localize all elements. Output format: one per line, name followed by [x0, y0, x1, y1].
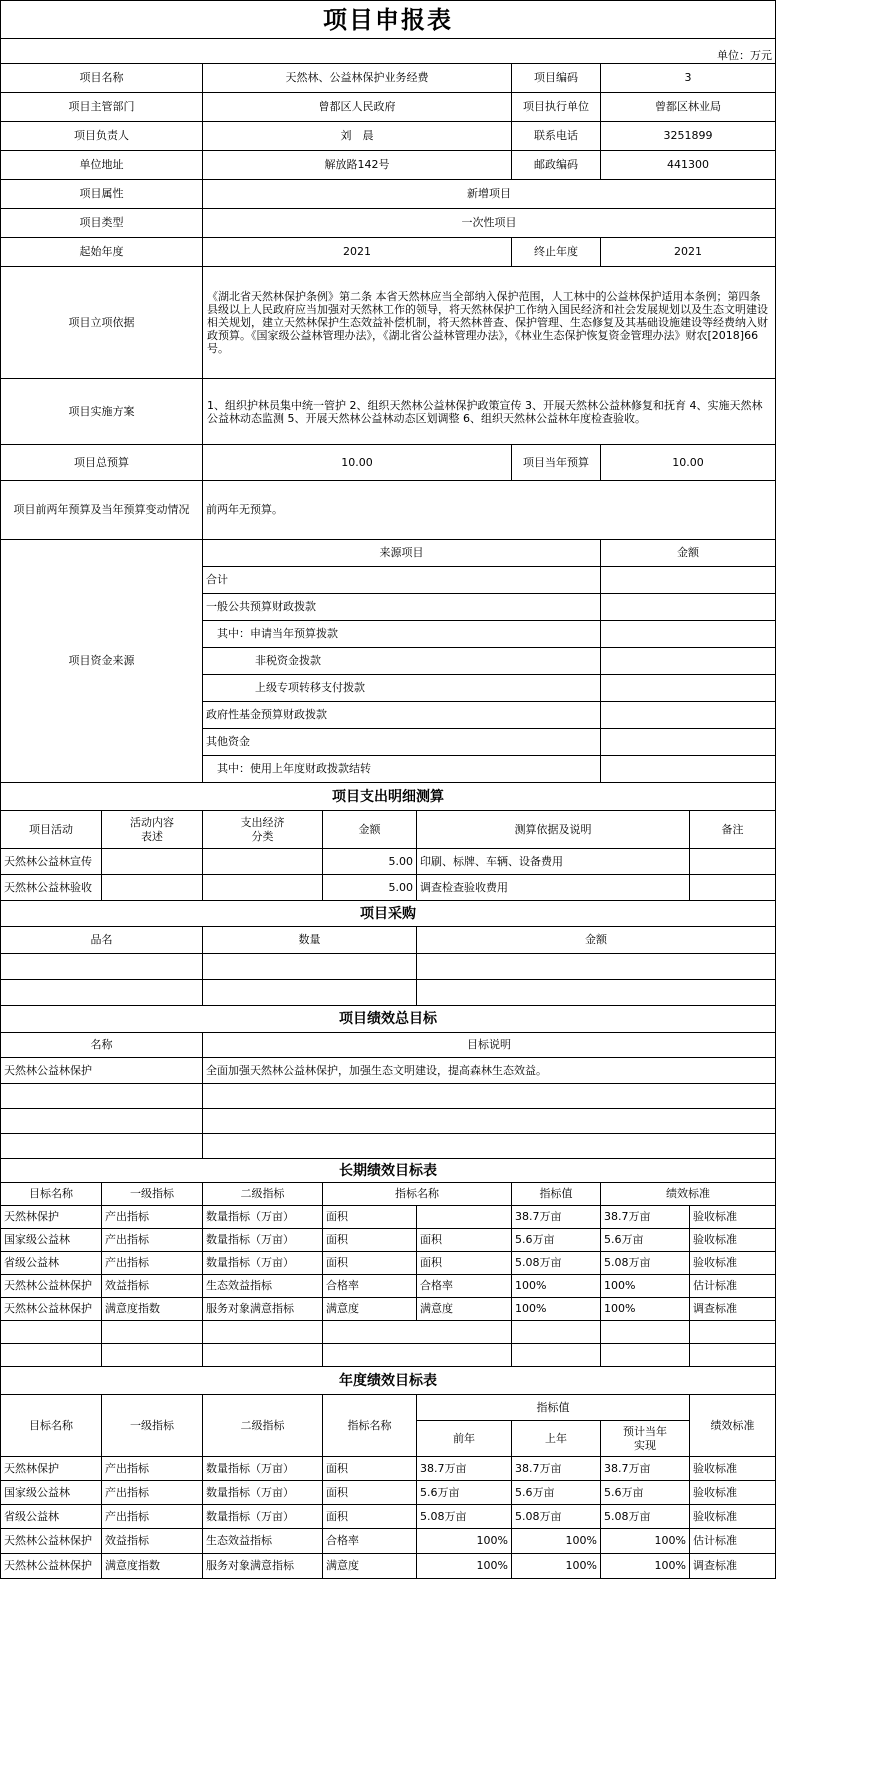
- funds-amount-cell: [601, 594, 776, 621]
- procure-header: 金额: [417, 927, 776, 954]
- annual-cell: 验收标准: [690, 1481, 776, 1505]
- perf-total-header: 名称: [1, 1033, 203, 1058]
- perf-total-name: 天然林公益林保护: [1, 1058, 203, 1084]
- annual-cell: 100%: [417, 1529, 512, 1554]
- annual-cell: 100%: [601, 1554, 690, 1579]
- long-term-cell: 面积: [323, 1206, 417, 1229]
- long-term-cell: 满意度: [417, 1298, 512, 1321]
- long-term-cell: 5.08万亩: [512, 1252, 601, 1275]
- annual-cell: 面积: [323, 1457, 417, 1481]
- long-term-cell: 面积: [323, 1252, 417, 1275]
- long-term-cell: [417, 1206, 512, 1229]
- table-row: [1, 1206, 776, 1229]
- long-term-cell: 面积: [417, 1229, 512, 1252]
- zip-label: 邮政编码: [512, 151, 601, 180]
- long-term-header: 一级指标: [102, 1183, 203, 1206]
- annual-cell: 100%: [512, 1529, 601, 1554]
- long-term-cell: [203, 1344, 323, 1367]
- funds-amount-cell: [601, 675, 776, 702]
- long-term-cell: 100%: [512, 1275, 601, 1298]
- funds-row: 合计: [203, 567, 601, 594]
- long-term-cell: 5.6万亩: [601, 1229, 690, 1252]
- funds-row: 非税资金拨款: [203, 648, 601, 675]
- address-label: 单位地址: [1, 151, 203, 180]
- annual-cell: 面积: [323, 1505, 417, 1529]
- perf-total-cell: [203, 1109, 776, 1134]
- annual-cell: 满意度: [323, 1554, 417, 1579]
- table-row: [1, 1229, 776, 1252]
- annual-cell: 产出指标: [102, 1481, 203, 1505]
- long-term-cell: 调查标准: [690, 1298, 776, 1321]
- long-term-cell: 面积: [323, 1229, 417, 1252]
- funds-amount-cell: [601, 729, 776, 756]
- annual-header: 目标名称: [1, 1395, 102, 1457]
- funds-row: 其中：使用上年度财政拨款结转: [203, 756, 601, 783]
- expense-header: 活动内容 表述: [102, 811, 203, 849]
- annual-cell: 100%: [512, 1554, 601, 1579]
- annual-cell: 效益指标: [102, 1529, 203, 1554]
- perf-total-cell: [1, 1134, 203, 1159]
- funds-label: 项目资金来源: [1, 540, 203, 783]
- leader-value: 刘 晨: [203, 122, 512, 151]
- long-term-cell: 服务对象满意指标: [203, 1298, 323, 1321]
- long-term-cell: 合格率: [323, 1275, 417, 1298]
- long-term-cell: [512, 1344, 601, 1367]
- table-row: [1, 1457, 776, 1481]
- long-term-cell: 满意度: [323, 1298, 417, 1321]
- annual-cell: 产出指标: [102, 1457, 203, 1481]
- budget-change-label: 项目前两年预算及当年预算变动情况: [1, 481, 203, 540]
- expense-basis: 印刷、标牌、车辆、设备费用: [417, 849, 690, 875]
- leader-label: 项目负责人: [1, 122, 203, 151]
- annual-subheader: 上年: [512, 1421, 601, 1457]
- funds-amount-cell: [601, 648, 776, 675]
- procure-cell: [1, 980, 203, 1006]
- table-row: [1, 1481, 776, 1505]
- long-term-cell: 数量指标（万亩）: [203, 1206, 323, 1229]
- funds-row: 政府性基金预算财政拨款: [203, 702, 601, 729]
- annual-header: 绩效标准: [690, 1395, 776, 1457]
- long-term-cell: 100%: [512, 1298, 601, 1321]
- annual-cell: 38.7万亩: [512, 1457, 601, 1481]
- end-year-value: 2021: [601, 238, 776, 267]
- annual-section-title: 年度绩效目标表: [1, 1367, 776, 1395]
- funds-amount-cell: [601, 567, 776, 594]
- long-term-cell: 38.7万亩: [601, 1206, 690, 1229]
- procure-cell: [203, 980, 417, 1006]
- perf-total-header: 目标说明: [203, 1033, 776, 1058]
- long-term-header: 指标名称: [323, 1183, 512, 1206]
- long-term-cell: 产出指标: [102, 1229, 203, 1252]
- project-name-label: 项目名称: [1, 64, 203, 93]
- page-title: 项目申报表: [1, 1, 776, 39]
- perf-total-cell: [1, 1109, 203, 1134]
- annual-cell: 5.08万亩: [417, 1505, 512, 1529]
- basis-label: 项目立项依据: [1, 267, 203, 379]
- funds-col-source: 来源项目: [203, 540, 601, 567]
- dept-value: 曾都区人民政府: [203, 93, 512, 122]
- perf-total-section-title: 项目绩效总目标: [1, 1006, 776, 1033]
- long-term-cell: 合格率: [417, 1275, 512, 1298]
- expense-header: 项目活动: [1, 811, 102, 849]
- phone-label: 联系电话: [512, 122, 601, 151]
- basis-value: 《湖北省天然林保护条例》第二条 本省天然林应当全部纳入保护范围，人工林中的公益林保护适用本条例；第四条 县级以上人民政府应当加强对天然林工作的领导，将天然林保护工作纳入国民经济和社会发展规划以及生态文明建设相关规划，建立天然林保护生态效益补偿机制，将天然林普查、保护管理、生态修复及其基础设施建设等经费纳入财政预算。《国家级公益林管理办法》，《湖北省公益林管理办法》，《林业生态保护恢复资金管理办法》财农[2018]66号。: [203, 267, 776, 379]
- expense-activity: 天然林公益林验收: [1, 875, 102, 901]
- annual-cell: 38.7万亩: [417, 1457, 512, 1481]
- expense-basis: 调查检查验收费用: [417, 875, 690, 901]
- procure-cell: [1, 954, 203, 980]
- long-term-cell: [690, 1344, 776, 1367]
- long-term-header: 指标值: [512, 1183, 601, 1206]
- project-name-value: 天然林、公益林保护业务经费: [203, 64, 512, 93]
- expense-activity: 天然林公益林宣传: [1, 849, 102, 875]
- annual-cell: 数量指标（万亩）: [203, 1505, 323, 1529]
- long-term-cell: 5.08万亩: [601, 1252, 690, 1275]
- annual-header: 二级指标: [203, 1395, 323, 1457]
- expense-cell: [102, 849, 203, 875]
- long-term-header: 绩效标准: [601, 1183, 776, 1206]
- annual-subheader: 预计当年 实现: [601, 1421, 690, 1457]
- annual-cell: 调查标准: [690, 1554, 776, 1579]
- annual-cell: 5.08万亩: [512, 1505, 601, 1529]
- long-term-cell: 38.7万亩: [512, 1206, 601, 1229]
- annual-cell: 5.08万亩: [601, 1505, 690, 1529]
- expense-cell: [690, 875, 776, 901]
- long-term-cell: [601, 1321, 690, 1344]
- phone-value: 3251899: [601, 122, 776, 151]
- project-code-label: 项目编码: [512, 64, 601, 93]
- annual-header: 指标值: [417, 1395, 690, 1421]
- type-label: 项目类型: [1, 209, 203, 238]
- long-term-cell: [323, 1321, 512, 1344]
- long-term-cell: [102, 1344, 203, 1367]
- plan-label: 项目实施方案: [1, 379, 203, 445]
- funds-row: 其他资金: [203, 729, 601, 756]
- attr-label: 项目属性: [1, 180, 203, 209]
- expense-header: 金额: [323, 811, 417, 849]
- annual-cell: 生态效益指标: [203, 1529, 323, 1554]
- long-term-cell: 产出指标: [102, 1206, 203, 1229]
- year-budget-label: 项目当年预算: [512, 445, 601, 481]
- exec-unit-label: 项目执行单位: [512, 93, 601, 122]
- annual-cell: 38.7万亩: [601, 1457, 690, 1481]
- annual-cell: 国家级公益林: [1, 1481, 102, 1505]
- annual-cell: 省级公益林: [1, 1505, 102, 1529]
- annual-cell: 天然林公益林保护: [1, 1529, 102, 1554]
- annual-cell: 合格率: [323, 1529, 417, 1554]
- expense-header: 测算依据及说明: [417, 811, 690, 849]
- annual-cell: 100%: [417, 1554, 512, 1579]
- expense-header: 支出经济 分类: [203, 811, 323, 849]
- annual-header: 指标名称: [323, 1395, 417, 1457]
- annual-subheader: 前年: [417, 1421, 512, 1457]
- expense-cell: [203, 875, 323, 901]
- table-row: [1, 1505, 776, 1529]
- long-term-cell: 100%: [601, 1275, 690, 1298]
- expense-cell: [203, 849, 323, 875]
- long-term-cell: 面积: [417, 1252, 512, 1275]
- procure-cell: [417, 954, 776, 980]
- annual-cell: 天然林公益林保护: [1, 1554, 102, 1579]
- long-term-cell: 满意度指数: [102, 1298, 203, 1321]
- annual-cell: 5.6万亩: [601, 1481, 690, 1505]
- annual-header: 一级指标: [102, 1395, 203, 1457]
- dept-label: 项目主管部门: [1, 93, 203, 122]
- long-term-section-title: 长期绩效目标表: [1, 1159, 776, 1183]
- annual-cell: 满意度指数: [102, 1554, 203, 1579]
- plan-value: 1、组织护林员集中统一管护 2、组织天然林公益林保护政策宣传 3、开展天然林公益林修复和抚育 4、实施天然林公益林动态监测 5、开展天然林公益林动态区划调整 6、组织天然林公益林年度检查验收。: [203, 379, 776, 445]
- type-value: 一次性项目: [203, 209, 776, 238]
- perf-total-cell: [203, 1084, 776, 1109]
- unit-label: 单位：万元: [1, 39, 776, 64]
- expense-amount: 5.00: [323, 875, 417, 901]
- funds-row: 上级专项转移支付拨款: [203, 675, 601, 702]
- long-term-cell: 100%: [601, 1298, 690, 1321]
- funds-row: 其中：申请当年预算拨款: [203, 621, 601, 648]
- long-term-cell: [102, 1321, 203, 1344]
- long-term-cell: 验收标准: [690, 1206, 776, 1229]
- table-row: [1, 1298, 776, 1321]
- long-term-cell: 验收标准: [690, 1252, 776, 1275]
- long-term-cell: 产出指标: [102, 1252, 203, 1275]
- long-term-cell: [203, 1321, 323, 1344]
- long-term-cell: [323, 1344, 512, 1367]
- long-term-cell: 数量指标（万亩）: [203, 1229, 323, 1252]
- table-row: [1, 1529, 776, 1554]
- annual-cell: 服务对象满意指标: [203, 1554, 323, 1579]
- attr-value: 新增项目: [203, 180, 776, 209]
- address-value: 解放路142号: [203, 151, 512, 180]
- project-code-value: 3: [601, 64, 776, 93]
- funds-row: 一般公共预算财政拨款: [203, 594, 601, 621]
- perf-total-cell: [1, 1084, 203, 1109]
- expense-section-title: 项目支出明细测算: [1, 783, 776, 811]
- expense-cell: [690, 849, 776, 875]
- table-row: [1, 849, 776, 875]
- funds-amount-cell: [601, 702, 776, 729]
- long-term-cell: 数量指标（万亩）: [203, 1252, 323, 1275]
- expense-cell: [102, 875, 203, 901]
- expense-header: 备注: [690, 811, 776, 849]
- table-row: [1, 1554, 776, 1579]
- table-row: [1, 875, 776, 901]
- long-term-header: 目标名称: [1, 1183, 102, 1206]
- funds-amount-cell: [601, 756, 776, 783]
- long-term-header: 二级指标: [203, 1183, 323, 1206]
- procure-header: 品名: [1, 927, 203, 954]
- long-term-cell: [512, 1321, 601, 1344]
- long-term-cell: 生态效益指标: [203, 1275, 323, 1298]
- perf-total-desc: 全面加强天然林公益林保护，加强生态文明建设，提高森林生态效益。: [203, 1058, 776, 1084]
- perf-total-cell: [203, 1134, 776, 1159]
- annual-cell: 估计标准: [690, 1529, 776, 1554]
- long-term-cell: 天然林公益林保护: [1, 1298, 102, 1321]
- annual-cell: 5.6万亩: [417, 1481, 512, 1505]
- long-term-cell: 天然林保护: [1, 1206, 102, 1229]
- start-year-value: 2021: [203, 238, 512, 267]
- funds-col-amount: 金额: [601, 540, 776, 567]
- long-term-cell: 效益指标: [102, 1275, 203, 1298]
- annual-cell: 面积: [323, 1481, 417, 1505]
- procure-header: 数量: [203, 927, 417, 954]
- end-year-label: 终止年度: [512, 238, 601, 267]
- total-budget-label: 项目总预算: [1, 445, 203, 481]
- long-term-cell: 省级公益林: [1, 1252, 102, 1275]
- procure-cell: [417, 980, 776, 1006]
- budget-change-value: 前两年无预算。: [203, 481, 776, 540]
- long-term-cell: [690, 1321, 776, 1344]
- exec-unit-value: 曾都区林业局: [601, 93, 776, 122]
- long-term-cell: 验收标准: [690, 1229, 776, 1252]
- annual-cell: 验收标准: [690, 1505, 776, 1529]
- funds-amount-cell: [601, 621, 776, 648]
- annual-cell: 数量指标（万亩）: [203, 1457, 323, 1481]
- expense-amount: 5.00: [323, 849, 417, 875]
- long-term-cell: 估计标准: [690, 1275, 776, 1298]
- long-term-cell: 天然林公益林保护: [1, 1275, 102, 1298]
- annual-cell: 天然林保护: [1, 1457, 102, 1481]
- annual-cell: 100%: [601, 1529, 690, 1554]
- total-budget-value: 10.00: [203, 445, 512, 481]
- long-term-cell: 国家级公益林: [1, 1229, 102, 1252]
- long-term-cell: 5.6万亩: [512, 1229, 601, 1252]
- year-budget-value: 10.00: [601, 445, 776, 481]
- long-term-cell: [1, 1344, 102, 1367]
- table-row: [1, 1252, 776, 1275]
- table-row: [1, 1275, 776, 1298]
- procure-section-title: 项目采购: [1, 901, 776, 927]
- annual-cell: 数量指标（万亩）: [203, 1481, 323, 1505]
- procure-cell: [203, 954, 417, 980]
- annual-cell: 5.6万亩: [512, 1481, 601, 1505]
- long-term-cell: [1, 1321, 102, 1344]
- zip-value: 441300: [601, 151, 776, 180]
- annual-cell: 验收标准: [690, 1457, 776, 1481]
- annual-cell: 产出指标: [102, 1505, 203, 1529]
- start-year-label: 起始年度: [1, 238, 203, 267]
- long-term-cell: [601, 1344, 690, 1367]
